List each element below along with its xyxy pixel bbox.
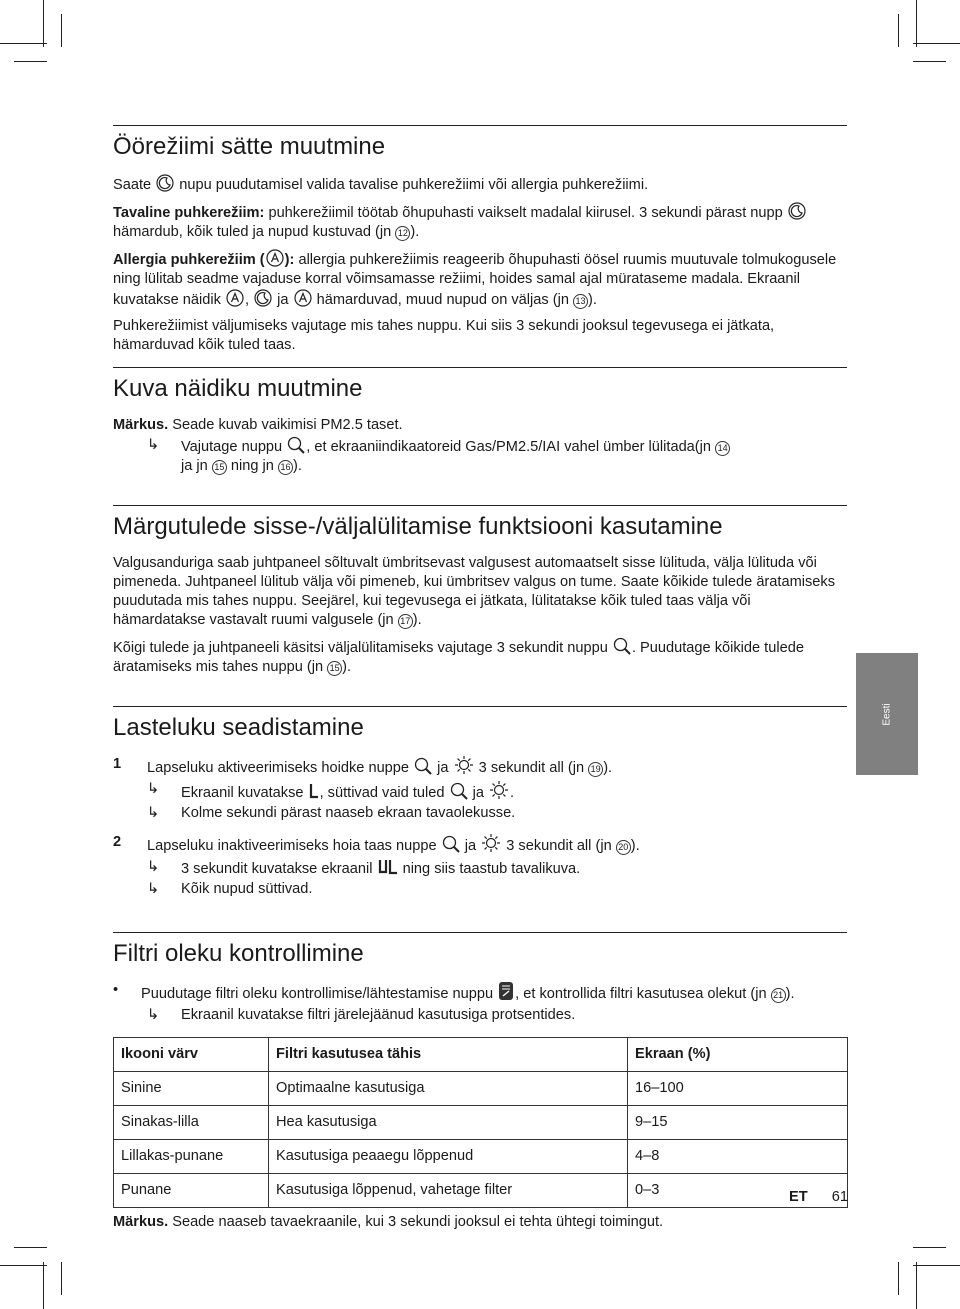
column-header: Filtri kasutusea tähis bbox=[269, 1038, 628, 1072]
table-cell: 0–3 bbox=[628, 1174, 848, 1208]
step-number: 2 bbox=[113, 834, 122, 850]
table-cell: 16–100 bbox=[628, 1072, 848, 1106]
magnifier-icon bbox=[442, 835, 460, 853]
note: Märkus. Seade kuvab vaikimisi PM2.5 taset. bbox=[113, 417, 403, 433]
arrow-icon: ↳ bbox=[147, 781, 160, 797]
section-title: Filtri oleku kontrollimine bbox=[113, 940, 364, 967]
note: Märkus. Seade naaseb tavaekraanile, kui 3 sekundi jooksul ei tehta ühtegi toimingut. bbox=[113, 1214, 664, 1230]
table-header-row bbox=[114, 1038, 848, 1072]
result-line: ↳ Ekraanil kuvatakse filtri järelejäänud kasutusiga protsentides. bbox=[147, 1007, 576, 1023]
figure-ref: 14 bbox=[715, 441, 730, 456]
table-cell: Punane bbox=[114, 1174, 269, 1208]
result-line: ↳ Kõik nupud süttivad. bbox=[147, 881, 313, 897]
section-display bbox=[113, 367, 847, 493]
result-line: ↳ Kolme sekundi pärast naaseb ekraan tavaolekusse. bbox=[147, 805, 516, 821]
figure-ref: 21 bbox=[771, 988, 786, 1003]
figure-ref: 15 bbox=[327, 661, 342, 676]
crop-mark bbox=[61, 1262, 62, 1295]
step-number: 1 bbox=[113, 756, 122, 772]
table-cell: Sinakas-lilla bbox=[114, 1106, 269, 1140]
filter-icon bbox=[498, 981, 514, 1001]
table-cell: Sinine bbox=[114, 1072, 269, 1106]
filter-status-table bbox=[113, 1037, 848, 1208]
moon-icon bbox=[156, 174, 174, 192]
crop-mark bbox=[14, 1247, 47, 1248]
auto-a-icon bbox=[294, 289, 312, 307]
crop-mark bbox=[916, 1262, 917, 1309]
crop-mark bbox=[43, 1262, 44, 1309]
magnifier-icon bbox=[414, 757, 432, 775]
crop-mark bbox=[43, 0, 44, 47]
figure-ref: 13 bbox=[573, 294, 588, 309]
page-number: 61 bbox=[831, 1189, 848, 1205]
lock-icon bbox=[309, 782, 319, 800]
bullet: • bbox=[113, 982, 119, 998]
crop-mark bbox=[0, 1265, 47, 1266]
table-cell: Kasutusiga peaaegu lõppenud bbox=[269, 1140, 628, 1174]
table-row bbox=[114, 1106, 848, 1140]
crop-mark bbox=[913, 1247, 946, 1248]
arrow-icon: ↳ bbox=[147, 1007, 160, 1023]
table-cell: Kasutusiga lõppenud, vahetage filter bbox=[269, 1174, 628, 1208]
arrow-icon: ↳ bbox=[147, 805, 160, 821]
crop-mark bbox=[898, 14, 899, 47]
light-icon bbox=[454, 755, 474, 775]
light-icon bbox=[489, 780, 509, 800]
auto-a-icon bbox=[226, 289, 244, 307]
page-footer bbox=[789, 1188, 848, 1207]
section-title: Öörežiimi sätte muutmine bbox=[113, 133, 386, 160]
section-night-mode bbox=[113, 125, 847, 355]
section-title: Märgutulede sisse-/väljalülitamise funktsiooni kasutamine bbox=[113, 513, 723, 540]
table-cell: Optimaalne kasutusiga bbox=[269, 1072, 628, 1106]
crop-mark bbox=[898, 1262, 899, 1295]
light-icon bbox=[481, 833, 501, 853]
paragraph: Valgusanduriga saab juhtpaneel sõltuvalt ümbritsevast valgusest automaatselt sisse lülituda, välja lülituda või pimeneda. Juhtpaneel lülitub välja või pimeneb, kui ümbritsev valgus on tume. Saate kõikide tulede äratamiseks puudutada mis tahes nuppu. Seejärel, kui tegevusega ei jätkata, lülitatakse kõik tuled taas välja või hämardatakse vastavalt ruumi valgusele (jn 17 ). bbox=[113, 555, 835, 628]
column-header: Ekraan (%) bbox=[628, 1038, 848, 1072]
figure-ref: 15 bbox=[212, 460, 227, 475]
paragraph: Puhkerežiimist väljumiseks vajutage mis tahes nuppu. Kui siis 3 sekundi jooksul tegevusega ei jätkata, hämarduvad kõik tuled taas. bbox=[113, 318, 775, 353]
crop-mark bbox=[913, 61, 946, 62]
crop-mark bbox=[14, 61, 47, 62]
magnifier-icon bbox=[287, 436, 305, 454]
auto-a-icon bbox=[266, 249, 284, 267]
section-title: Kuva näidiku muutmine bbox=[113, 375, 363, 402]
table-row bbox=[114, 1140, 848, 1174]
crop-mark bbox=[913, 1265, 960, 1266]
paragraph: Tavaline puhkerežiim: puhkerežiimil töötab õhupuhasti vaikselt madalal kiirusel. 3 sekundi pärast nupp hämardub, kõik tuled ja nupud kustuvad (jn 12 ). bbox=[113, 202, 847, 242]
figure-ref: 19 bbox=[588, 762, 603, 777]
figure-ref: 17 bbox=[398, 614, 413, 629]
paragraph: Allergia puhkerežiim ( ): allergia puhkerežiimis reageerib õhupuhasti öösel ruumis muutuvale tolmukogusele ning lülitab seadme vajaduse korral võimsamasse režiimi, hoides samal ajal mürataseme madala. Ekraanil kuvatakse näidik , ja hämarduvad, muud nupud on väljas (jn 13 ). bbox=[113, 249, 847, 310]
figure-ref: 16 bbox=[278, 460, 293, 475]
crop-mark bbox=[916, 0, 917, 47]
table-cell: Lillakas-punane bbox=[114, 1140, 269, 1174]
arrow-icon: ↳ bbox=[147, 437, 160, 453]
arrow-icon: ↳ bbox=[147, 881, 160, 897]
section-title: Lasteluku seadistamine bbox=[113, 714, 364, 741]
language-side-tab bbox=[856, 653, 918, 775]
table-cell: Hea kasutusiga bbox=[269, 1106, 628, 1140]
language-code: ET bbox=[789, 1189, 808, 1205]
moon-icon bbox=[788, 202, 806, 220]
list-item: • Puudutage filtri oleku kontrollimise/lähtestamise nuppu , et kontrollida filtri kasutusea olekut (jn 21 ). bbox=[113, 982, 795, 1002]
table-cell: 4–8 bbox=[628, 1140, 848, 1174]
table-row bbox=[114, 1072, 848, 1106]
crop-mark bbox=[913, 43, 960, 44]
crop-mark bbox=[0, 43, 47, 44]
moon-icon bbox=[254, 289, 272, 307]
paragraph: Saate nupu puudutamisel valida tavalise puhkerežiimi või allergia puhkerežiimi. bbox=[113, 174, 847, 195]
figure-ref: 12 bbox=[395, 226, 410, 241]
side-tab-label: Eesti bbox=[881, 703, 893, 726]
page-content bbox=[113, 125, 847, 1244]
step-item: 1 Lapseluku aktiveerimiseks hoidke nuppe ja 3 sekundit all (jn 19 ). bbox=[113, 756, 613, 776]
table-row bbox=[114, 1174, 848, 1208]
magnifier-icon bbox=[450, 782, 468, 800]
result-line: ↳ 3 sekundit kuvatakse ekraanil ning siis taastub tavalikuva. bbox=[147, 859, 581, 877]
crop-mark bbox=[61, 14, 62, 47]
section-lights bbox=[113, 505, 847, 694]
table-cell: 9–15 bbox=[628, 1106, 848, 1140]
magnifier-icon bbox=[613, 637, 631, 655]
result-line: ↳ Ekraanil kuvatakse , süttivad vaid tuled ja . bbox=[147, 781, 515, 801]
figure-ref: 20 bbox=[616, 840, 631, 855]
paragraph: Kõigi tulede ja juhtpaneeli käsitsi väljalülitamiseks vajutage 3 sekundit nuppu . Puudutage kõikide tulede äratamiseks mis tahes nuppu (jn 15 ). bbox=[113, 637, 847, 677]
arrow-icon: ↳ bbox=[147, 859, 160, 875]
step-item: 2 Lapseluku inaktiveerimiseks hoia taas nuppe ja 3 sekundit all (jn 20 ). bbox=[113, 834, 640, 854]
section-filter bbox=[113, 932, 847, 1232]
unlock-icon bbox=[378, 858, 398, 876]
result-line: ↳ Vajutage nuppu , et ekraaniindikaatoreid Gas/PM2.5/IAI vahel ümber lülitada(jn 14 ja jn 15 ning jn 16 ). bbox=[113, 436, 741, 476]
column-header: Ikooni värv bbox=[114, 1038, 269, 1072]
section-child-lock bbox=[113, 706, 847, 920]
